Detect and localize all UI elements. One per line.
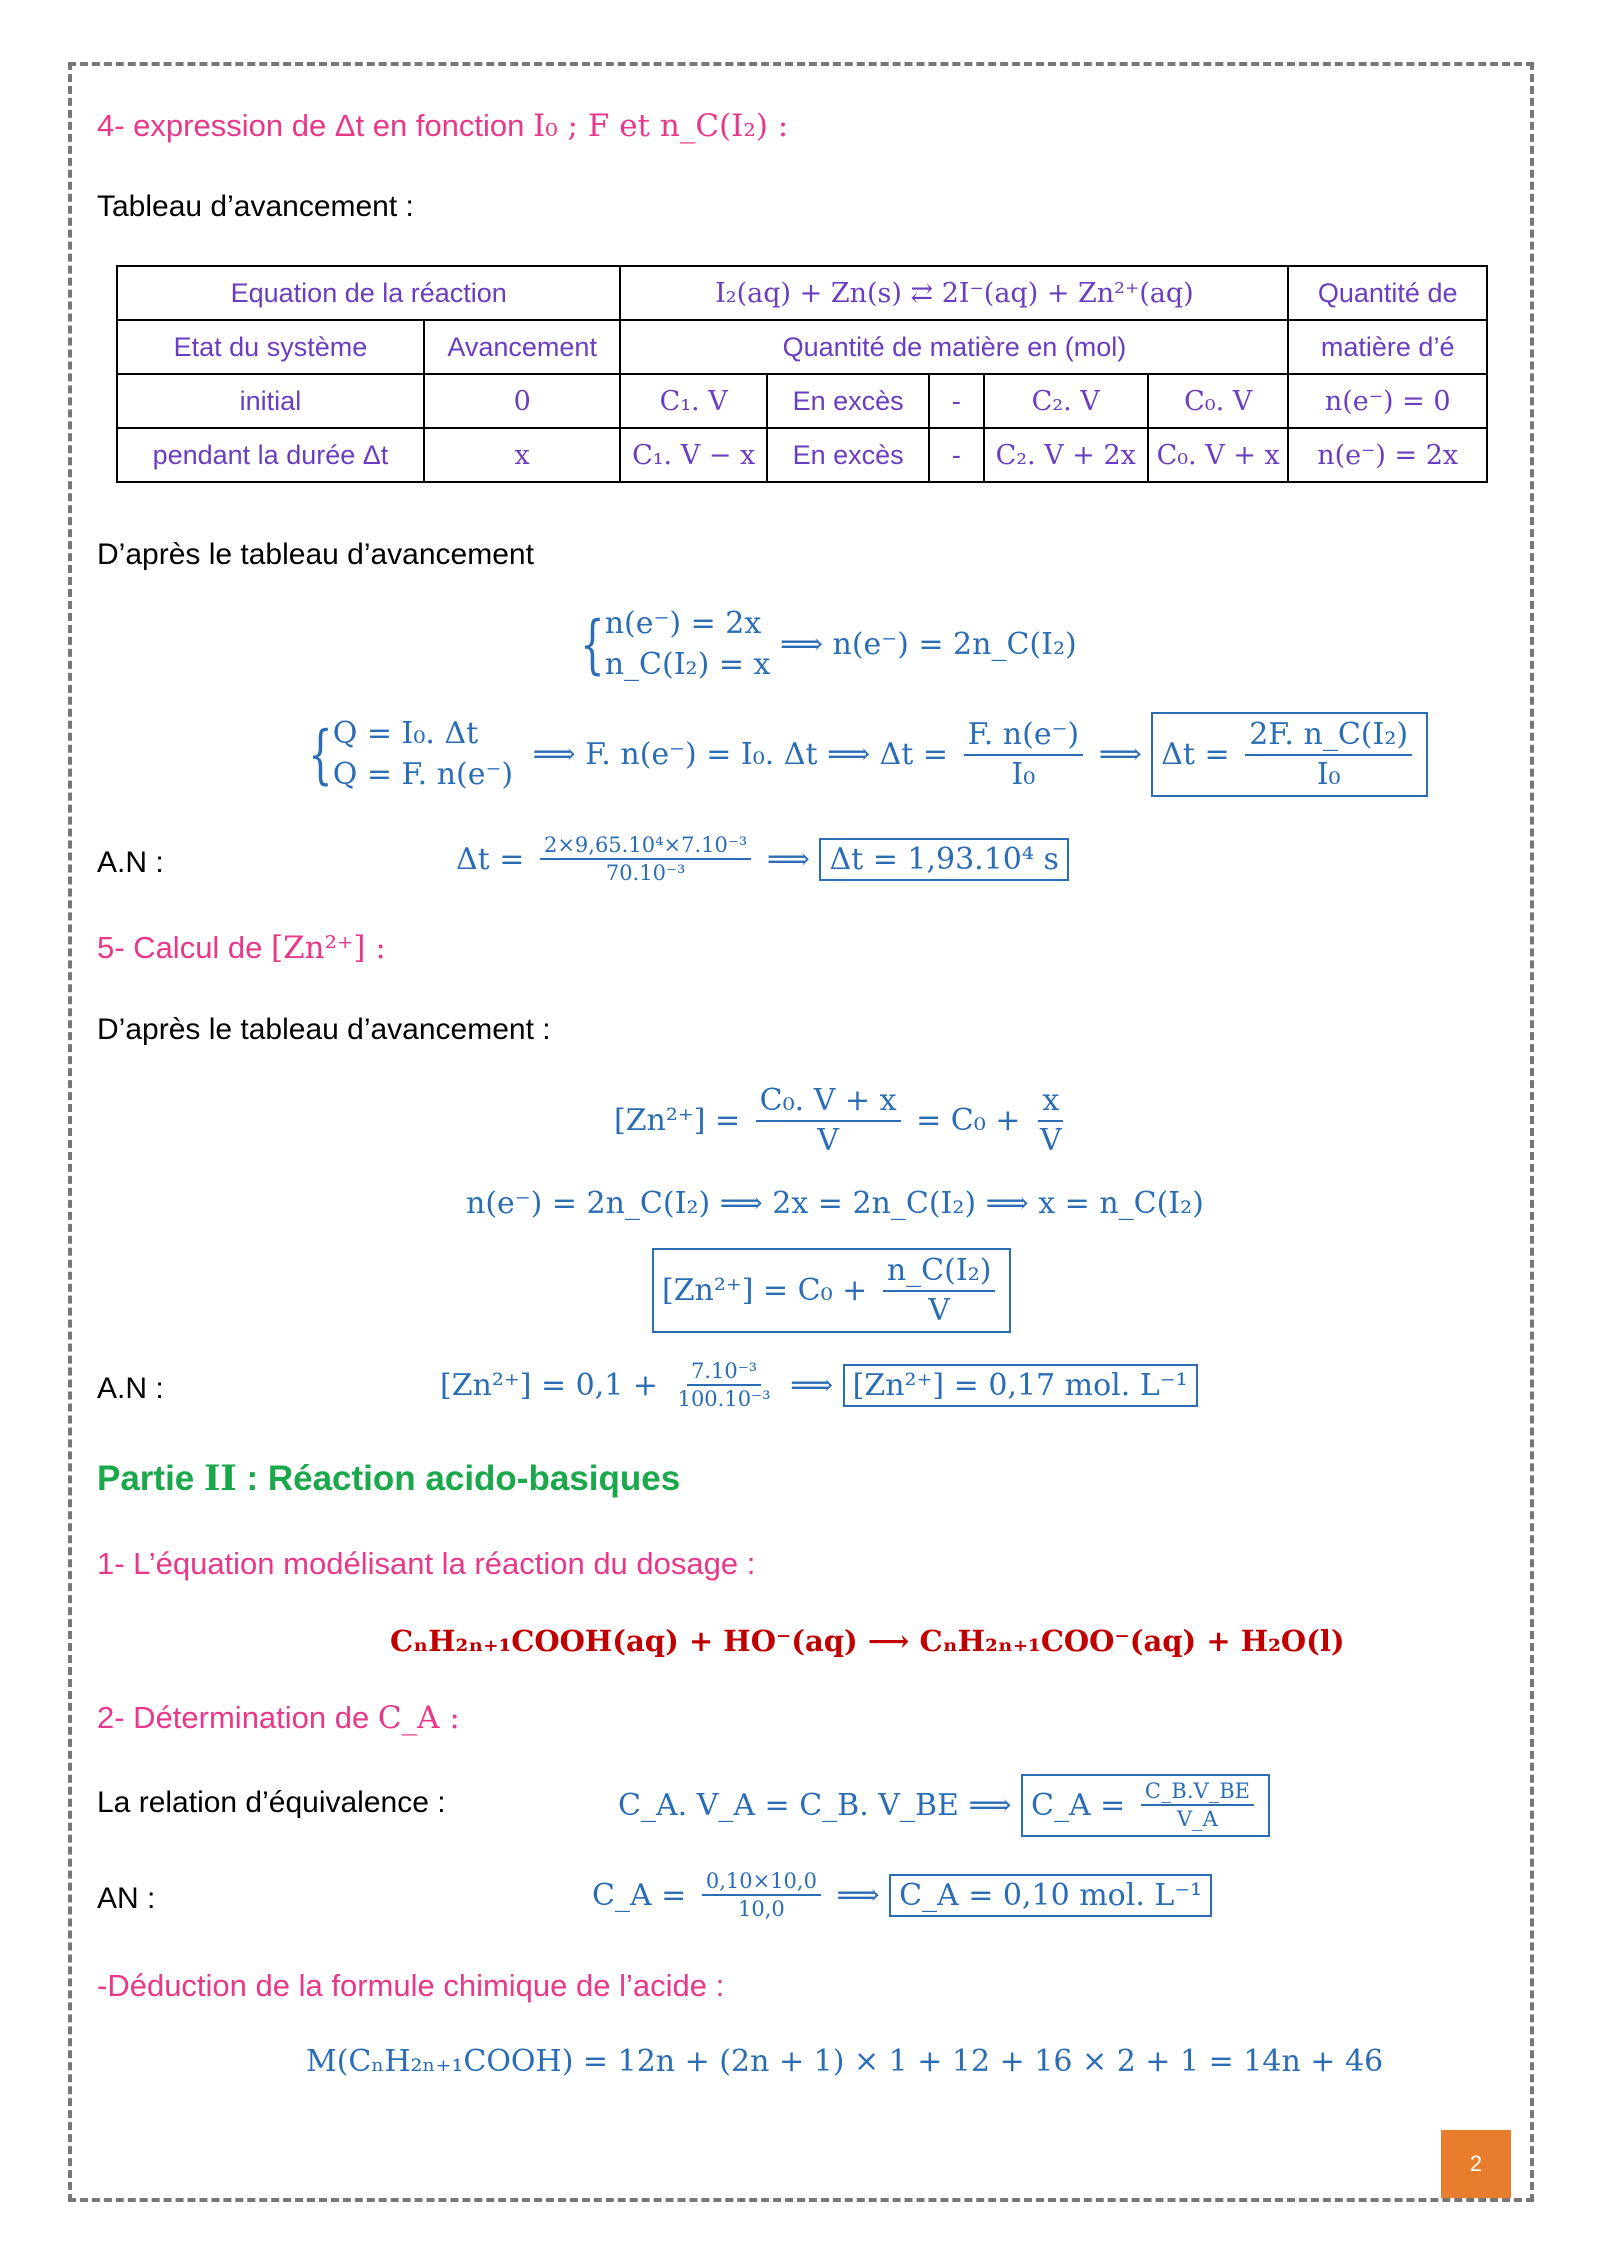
page-number: 2 — [1441, 2130, 1511, 2198]
fraction — [883, 1252, 996, 1329]
zn-equation-1 — [614, 1082, 1072, 1159]
fraction — [1036, 1082, 1066, 1159]
p2-heading-text: 2- Détermination de — [97, 1700, 378, 1735]
denominator: V — [817, 1122, 839, 1158]
d-apres-text-1: D’après le tableau d’avancement — [97, 538, 534, 571]
qty-label: Quantité de matière en (mol) — [620, 320, 1288, 374]
qty-label-2: matière d’é — [1288, 320, 1487, 374]
table-row — [117, 374, 1487, 428]
fraction — [1141, 1778, 1254, 1833]
numerator: 7.10⁻³ — [687, 1358, 761, 1386]
numerator: x — [1038, 1082, 1063, 1122]
implies-arrow: ⟹ — [790, 1367, 834, 1403]
q4-heading-math: I₀ ; F et n_C(I₂) : — [533, 108, 789, 144]
brace: { — [580, 607, 605, 682]
q5-heading — [97, 930, 386, 966]
eq-result: ⟹ n(e⁻) = 2n_C(I₂) — [779, 627, 1077, 662]
cell-adv: 0 — [424, 374, 621, 428]
system-lines — [333, 714, 513, 795]
cell-zn: En excès — [767, 428, 929, 482]
q5-heading-math: [Zn²⁺] : — [271, 930, 386, 966]
adv-label: Avancement — [424, 320, 621, 374]
cell-c1: C₁. V − x — [620, 428, 766, 482]
molar-mass-equation: M(CₙH₂ₙ₊₁COOH) = 12n + (2n + 1) × 1 + 12 + 16 × 2 + 1 = 14n + 46 — [306, 2044, 1384, 2079]
denominator: 10,0 — [738, 1897, 785, 1922]
q4-heading — [97, 108, 788, 144]
implies-arrow: ⟹ — [1098, 737, 1142, 772]
an-left: C_A = — [592, 1877, 687, 1913]
state-label: Etat du système — [117, 320, 424, 374]
table-row — [117, 266, 1487, 320]
boxed-result — [1151, 712, 1428, 797]
numerator: F. n(e⁻) — [964, 716, 1084, 756]
cell-ne: n(e⁻) = 2x — [1288, 428, 1487, 482]
table-row — [117, 320, 1487, 374]
zn-middle: = C₀ + — [916, 1103, 1021, 1138]
boxed-result: [Zn²⁺] = 0,17 mol. L⁻¹ — [843, 1364, 1198, 1407]
implies-arrow: ⟹ — [766, 841, 810, 877]
numerator: 2×9,65.10⁴×7.10⁻³ — [540, 832, 751, 860]
an-left: Δt = — [456, 841, 525, 877]
cell-adv: x — [424, 428, 621, 482]
cell-c2: C₂. V + 2x — [984, 428, 1148, 482]
cell-ne: n(e⁻) = 0 — [1288, 374, 1487, 428]
denominator: V_A — [1176, 1807, 1218, 1832]
implies-arrow: ⟹ — [836, 1877, 880, 1913]
fraction — [674, 1358, 775, 1413]
reaction-table — [116, 265, 1488, 483]
boxed-left: [Zn²⁺] = C₀ + — [662, 1273, 868, 1308]
denominator: I₀ — [1316, 756, 1341, 792]
numerator: 0,10×10,0 — [702, 1868, 821, 1896]
p2-heading — [97, 1700, 460, 1736]
equation-label: Equation de la réaction — [117, 266, 620, 320]
an-expression-1 — [456, 832, 1069, 887]
equation-system-1 — [572, 604, 1077, 685]
cell-c0: C₀. V + x — [1148, 428, 1288, 482]
zn-left: [Zn²⁺] = — [614, 1103, 741, 1138]
cell-dash: - — [929, 428, 983, 482]
fraction — [756, 1082, 901, 1159]
fraction — [540, 832, 751, 887]
cell-state: initial — [117, 374, 424, 428]
an-left: [Zn²⁺] = 0,1 + — [440, 1367, 659, 1403]
an-label-1: A.N : — [97, 846, 164, 879]
qty-label-1: Quantité de — [1288, 266, 1487, 320]
numerator: 2F. n_C(I₂) — [1245, 716, 1412, 756]
cell-dash: - — [929, 374, 983, 428]
partie-roman: II — [204, 1458, 237, 1499]
an-label-3: AN : — [97, 1882, 156, 1915]
eq-middle: ⟹ F. n(e⁻) = I₀. Δt ⟹ Δt = — [532, 737, 949, 772]
eq-line: Q = I₀. Δt — [332, 716, 479, 751]
system-lines — [605, 604, 771, 685]
dosage-reaction: CₙH₂ₙ₊₁COOH(aq) + HO⁻(aq) ⟶ CₙH₂ₙ₊₁COO⁻(aq) + H₂O(l) — [390, 1624, 1345, 1658]
zn-equation-2: n(e⁻) = 2n_C(I₂) ⟹ 2x = 2n_C(I₂) ⟹ x = n_C(I₂) — [466, 1186, 1204, 1221]
cell-c0: C₀. V — [1148, 374, 1288, 428]
numerator: C₀. V + x — [756, 1082, 901, 1122]
boxed-result — [1021, 1774, 1270, 1837]
p2-heading-math: C_A : — [377, 1700, 460, 1736]
partie-prefix: Partie — [97, 1459, 204, 1498]
boxed-result: Δt = 1,93.10⁴ s — [819, 838, 1068, 881]
fraction — [702, 1868, 821, 1923]
d-apres-text-2: D’après le tableau d’avancement : — [97, 1013, 551, 1046]
fraction — [964, 716, 1084, 793]
boxed-result: C_A = 0,10 mol. L⁻¹ — [889, 1874, 1212, 1917]
brace: { — [308, 717, 333, 792]
denominator: V — [1039, 1122, 1062, 1158]
zn-equation-3 — [652, 1248, 1011, 1333]
table-title: Tableau d’avancement : — [97, 190, 414, 223]
deduction-heading: -Déduction de la formule chimique de l’acide : — [97, 1968, 725, 2003]
numerator: n_C(I₂) — [883, 1252, 996, 1292]
denominator: I₀ — [1011, 756, 1036, 792]
boxed-left: C_A = — [1031, 1787, 1126, 1823]
denominator: 100.10⁻³ — [677, 1387, 771, 1412]
partie-2-heading — [97, 1458, 680, 1499]
cell-zn: En excès — [767, 374, 929, 428]
denominator: V — [928, 1292, 950, 1328]
cell-state: pendant la durée Δt — [117, 428, 424, 482]
boxed-result — [652, 1248, 1011, 1333]
eq-line: n_C(I₂) = x — [604, 646, 771, 682]
equiv-expression — [618, 1774, 1270, 1837]
cell-c1: C₁. V — [620, 374, 766, 428]
equiv-expr: C_A. V_A = C_B. V_BE ⟹ — [618, 1787, 1012, 1823]
cell-c2: C₂. V — [984, 374, 1148, 428]
q4-heading-text: 4- expression de Δt en fonction — [97, 108, 534, 143]
fraction — [1245, 716, 1412, 793]
partie-suffix: : Réaction acido-basiques — [236, 1459, 681, 1498]
an-label-2: A.N : — [97, 1372, 164, 1405]
equation-cell: I₂(aq) + Zn(s) ⇄ 2I⁻(aq) + Zn²⁺(aq) — [620, 266, 1288, 320]
p1-heading: 1- L’équation modélisant la réaction du dosage : — [97, 1546, 756, 1581]
q5-heading-text: 5- Calcul de — [97, 930, 272, 965]
eq-line: Q = F. n(e⁻) — [332, 756, 514, 792]
equiv-label: La relation d’équivalence : — [97, 1786, 446, 1819]
an-expression-2 — [440, 1358, 1198, 1413]
denominator: 70.10⁻³ — [605, 861, 686, 886]
table-row — [117, 428, 1487, 482]
numerator: C_B.V_BE — [1141, 1778, 1254, 1806]
an-expression-3 — [592, 1868, 1212, 1923]
boxed-left: Δt = — [1161, 737, 1230, 772]
eq-line: n(e⁻) = 2x — [604, 606, 762, 641]
equation-system-2 — [300, 712, 1428, 797]
